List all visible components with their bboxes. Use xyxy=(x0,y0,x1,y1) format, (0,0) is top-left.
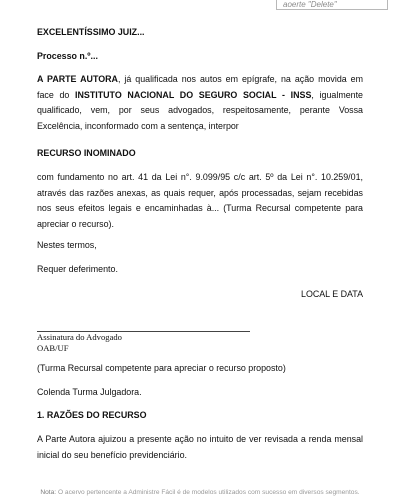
signature-label: Assinatura do Advogado xyxy=(37,332,122,342)
court-note: (Turma Recursal competente para apreciar o recurso proposto) xyxy=(37,363,286,373)
institute-name: INSTITUTO NACIONAL DO SEGURO SOCIAL - INSS xyxy=(75,89,312,100)
oab-label: OAB/UF xyxy=(37,343,69,353)
closing-line-1: Nestes termos, xyxy=(37,240,97,250)
colenda-line: Colenda Turma Julgadora. xyxy=(37,387,142,397)
basis-paragraph: com fundamento no art. 41 da Lei n°. 9.099/95 c/c art. 5º da Lei n°. 10.259/01, através das razões anexas, as quais requer, após processadas, sejam recebidas nos seus efeitos legais e encaminhadas à... (Turma Recursal competente para apreciar o recurso). xyxy=(37,172,363,229)
place-date: LOCAL E DATA xyxy=(301,289,363,299)
intro-paragraph xyxy=(37,72,363,134)
section-1-heading: 1. RAZÕES DO RECURSO xyxy=(37,410,147,420)
signature-block xyxy=(37,332,122,354)
judge-heading: EXCELENTÍSSIMO JUIZ... xyxy=(37,27,145,37)
intro-text-2: , igualmente qualificado, vem, por seus advogados, respeitosamente, perante Vossa Excelência, inconformado com a sentença, interpor xyxy=(37,89,363,131)
appeal-heading: RECURSO INOMINADO xyxy=(37,148,136,158)
footer-note xyxy=(0,488,400,497)
footer-label: Nota: xyxy=(40,489,57,496)
closing-line-2: Requer deferimento. xyxy=(37,264,118,274)
search-box-text: aoerte "Delete" xyxy=(283,0,337,9)
footer-text: O acervo pertencente a Administre Fácil é de modelos utilizados com sucesso em diversos segmentos. xyxy=(56,489,360,496)
process-number: Processo n.º... xyxy=(37,51,98,61)
section-1-paragraph: A Parte Autora ajuizou a presente ação no intuito de ver revisada a renda mensal inicial do seu benefício previdenciário. xyxy=(37,434,363,460)
party-name: A PARTE AUTORA xyxy=(37,74,118,84)
intro-text-1: , já qualificada nos autos em epígrafe, na ação movida em face do xyxy=(37,74,363,100)
